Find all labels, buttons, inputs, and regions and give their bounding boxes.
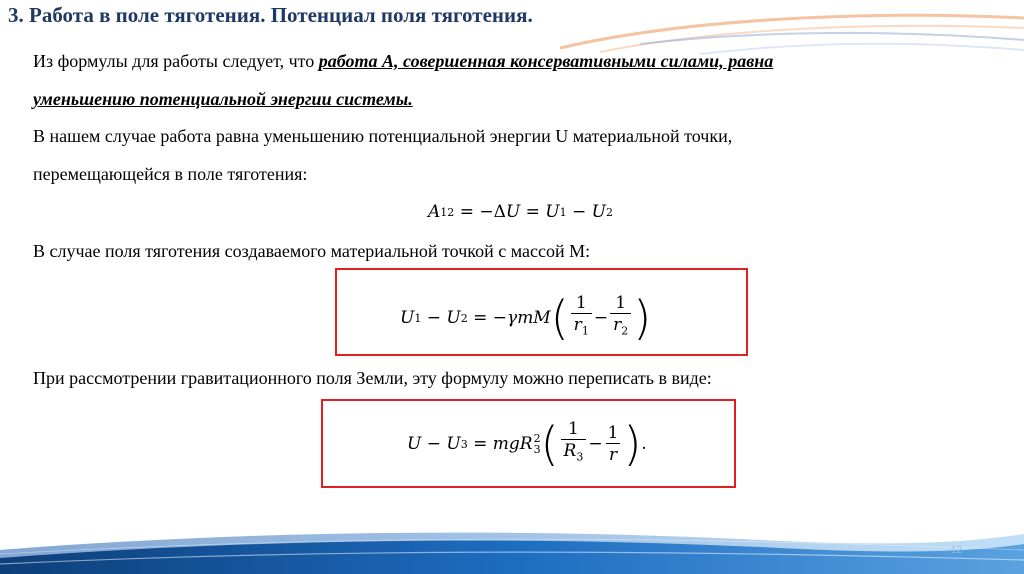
slide-title: 3. Работа в поле тяготения. Потенциал поля тяготения. bbox=[8, 3, 533, 27]
page-number: 12 bbox=[951, 545, 963, 556]
potential-difference-formula: U 1 − U 2 = − γmM ( $\frac{1}{r_1}$ − $\frac{1}{r_2}$ ) bbox=[400, 291, 652, 345]
decorative-wave-bottom bbox=[0, 520, 1024, 574]
intro-emphasis-1: работа А, совершенная консервативными силами, равна bbox=[318, 51, 774, 71]
intro-prefix: Из формулы для работы следует, что bbox=[33, 51, 319, 71]
work-formula: A 12 = −Δ U = U 1 − U 2 bbox=[428, 202, 613, 222]
para2-line-2: перемещающейся в поле тяготения: bbox=[33, 164, 308, 184]
para2-line-1: В нашем случае работа равна уменьшению потенциальной энергии U материальной точки, bbox=[33, 126, 733, 146]
para4: При рассмотрении гравитационного поля Земли, эту формулу можно переписать в виде: bbox=[33, 368, 712, 388]
intro-emphasis-2: уменьшению потенциальной энергии системы. bbox=[33, 89, 413, 109]
intro-line-2 bbox=[33, 88, 413, 110]
para3: В случае поля тяготения создаваемого материальной точкой с массой М: bbox=[33, 241, 591, 261]
intro-line-1 bbox=[33, 50, 773, 72]
earth-potential-formula: U − U 3 = mgR 2 3 ( $\frac{1}{R_3}$ − $\frac{1}{r}$ ) . bbox=[407, 417, 647, 471]
